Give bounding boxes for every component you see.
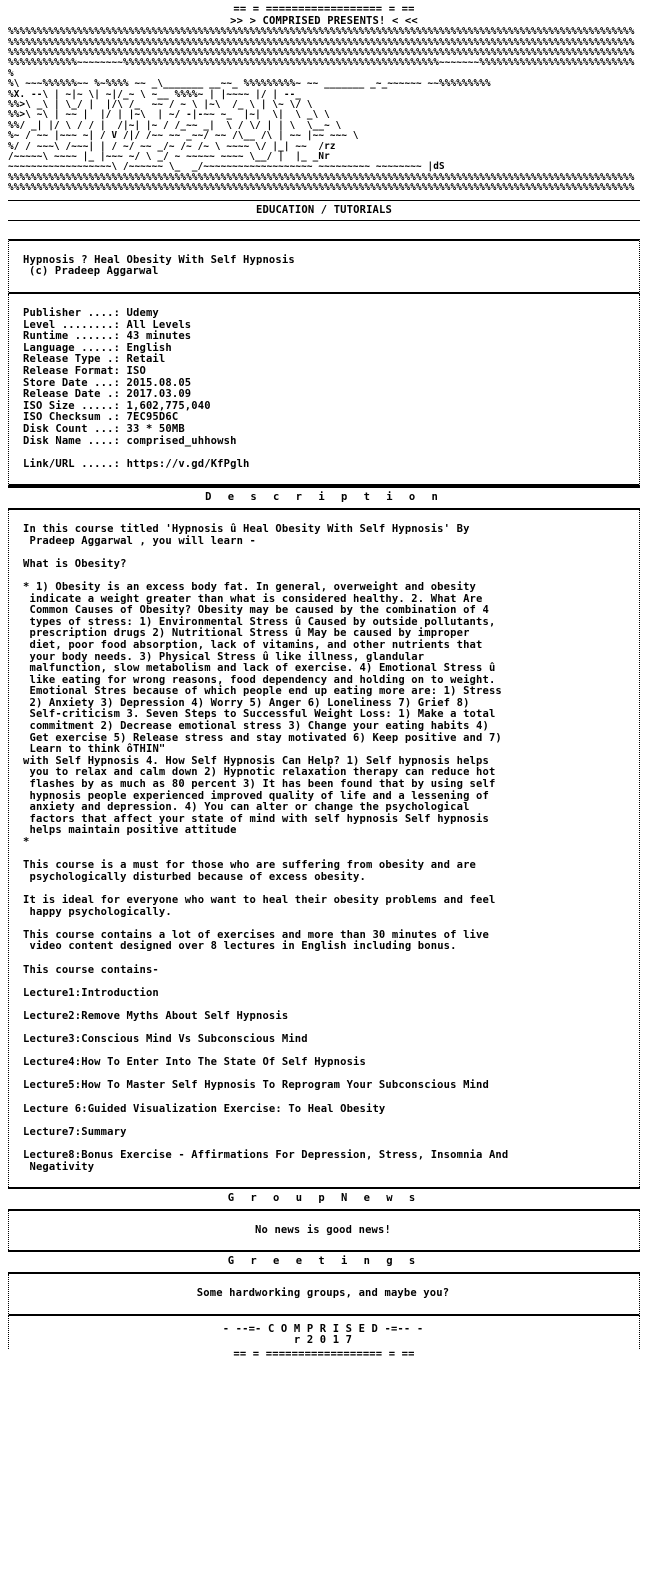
description-question: What is Obesity? [23,557,127,570]
lecture-item: Lecture 6:Guided Visualization Exercise: To Heal Obesity [23,1102,386,1115]
lecture-item: Lecture8:Bonus Exercise - Affirmations For Depression, Stress, Insomnia And Negativity [23,1149,509,1173]
lecture-list [23,976,623,1173]
lecture-item: Lecture7:Summary [23,1125,127,1138]
info-key: Store Date ...: [23,376,121,389]
lecture-item: Lecture1:Introduction [23,986,159,999]
footer-line2: r 2 0 1 7 [293,1334,353,1347]
info-box [8,294,640,486]
info-value: 43 minutes [120,330,192,343]
greetings-text: Some hardworking groups, and maybe you? [196,1287,450,1299]
top-banner: == = ================== = == [233,3,415,15]
link-value[interactable]: https://v.gd/KfPglh [126,457,250,470]
info-value: comprised_uhhowsh [120,434,237,447]
description-contains: This course contains- [23,963,159,976]
footer-line1: - --=- C O M P R I S E D -=-- - [222,1322,424,1335]
group-news-text: No news is good news! [255,1223,391,1236]
info-value: 7EC95D6C [120,411,179,424]
info-key: ISO Size .....: [23,399,121,412]
description-p1: This course is a must for those who are suffering from obesity and are psychologically disturbed because of excess obesity. [23,859,477,883]
description-header: D e s c r i p t i o n [8,486,640,510]
release-author: (c) Pradeep Aggarwal [29,265,159,278]
description-box [8,510,640,1187]
description-body: * 1) Obesity is an excess body fat. In general, overweight and obesity indicate a weight greater than what is considered healthy. 2. What Are Common Causes of Obesity? Obesity may be caused by the combination of 4 types of stress: 1) Environmental Stress û Caused by outside pollutants, prescription drugs 2) Nutritional Stress û May be caused by improper diet, poor food absorption, lack of vitamins, and other nutrients that your body needs. 3) Physical Stress û like illness, glandular malfunction, slow metabolism and lack of exercise. 4) Emotional Stress û like eating for wrong reasons, food dependency and holding on to weight. Emotional Stres because of which people end up eating more are: 1) Stress 2) Anxiety 3) Depression 4) Worry 5) Anger 6) Loneliness 7) Grief 8) Self-criticism 3. Seven Steps to Successful Weight Loss: 1) Make a total commitment 2) Decrease emotional stress 3) Change your eating habits 4) Get exercise 5) Release stress and stay motivated 6) Keep positive and 7) Learn to think ôTHIN" with Self Hypnosis 4. How Self Hypnosis Can Help? 1) Self hypnosis helps you to relax and calm down 2) Hypnotic relaxation therapy can reduce hot flashes by as much as 80 percent 3) It has been found that by using self hypnosis people experienced improved quality of life and a lessening of anxiety and depression. 4) You can alter or change the psychological factors that affect your state of mind with self hypnosis Self hypnosis helps maintain positive attitude * [23,580,502,848]
bottom-banner: == = ================== = == [233,1347,415,1360]
info-value: English [120,341,172,354]
info-row [23,436,623,448]
info-key: Release Format: [23,365,121,378]
group-news-box [8,1211,640,1251]
lecture-item: Lecture4:How To Enter Into The State Of Self Hypnosis [23,1056,366,1069]
description-intro: In this course titled 'Hypnosis û Heal Obesity With Self Hypnosis' By Pradeep Aggarwal , you will learn - [23,522,470,547]
ascii-logo-art: %%%%%%%%%%%%%%%%%%%%%%%%%%%%%%%%%%%%%%%%%%%%%%%%%%%%%%%%%%%%%%%%%%%%%%%%%%%%%%%%%%%%%%%%%%%%%%%%%%%%%%%%%%%%% %%%%%%%%%%%%%%%%%%%%%%%%%%%%%%%%%%%%%%%%%%%%%%%%%%%%%%%%%%%%%%%%%%%%%%%%%%%%%%%%%%%%%%%%%%%%%%%%%%%%%%%%%%%%% %%%%%%%%%%%%%%%%%%%%%%%%%%%%%%%%%%%%%%%%%%%%%%%%%%%%%%%%%%%%%%%%%%%%%%%%%%%%%%%%%%%%%%%%%%%%%%%%%%%%%%%%%%%%% %%%%%%%%%%%%~~~~~~~~%%%%%%%%%%%%%%%%%%%%%%%%%%%%%%%%%%%%%%%%%%%%%%%%%%%%%%%~~~~~~~%%%%%%%%%%%%%%%%%%%%%%%%%%%% %\ ~~~%%%%%%~~ %~%%%% ~~ _\_______ __~~_ %%%%%%%%%~ ~~ _______ _~_~~~~~~ ~~%%%%%%%%% %X. --\ | ~|~ \| ~|/_~ \ ~__ %%%%~ | |~~~~ |/ | --_ %%>\ _\ | \_/ | |/\ /_ ~~ / ~ \ |~\ /_ \ | \~ \/ \ %%>\ ~\ | ~~ | |/ | |~\ | ~/ -|-~~ ~_ |~| \| \ _\ \ %%/ _| |/ \ / / | /|~| |~ / /_~~ _| \ / \/ | | \ \__~ \ %~ / ~~ |~~~ ~| / V /|/ /~~ ~~ _~~/ ~~ /\__ /\ | ~~ |~~ ~~~ \ %/ / ~~~\ /~~~| | / ~/ ~~ _/~ /~ /~ \ ~~~~ \/ |_| ~~ /rz /~~~~~\ ~~~~ |_ |~~~ ~/ \ _/ ~ ~~~~~ ~~~~ \__/ | |_ _Nr ~~~~~~~~~~~~~~~~~~\ /~~~~~~ \_ _/~~~~~~~~~~~~~~~~~~~ ~~~~~~~~~ ~~~~~~~~ |dS %%%%%%%%%%%%%%%%%%%%%%%%%%%%%%%%%%%%%%%%%%%%%%%%%%%%%%%%%%%%%%%%%%%%%%%%%%%%%%%%%%%%%%%%%%%%%%%%%%%%%%%%%%%%% %%%%%%%%%%%%%%%%%%%%%%%%%%%%%%%%%%%%%%%%%%%%%%%%%%%%%%%%%%%%%%%%%%%%%%%%%%%%%%%%%%%%%%%%%%%%%%%%%%%%%%%%%%%%% [8,27,635,194]
lecture-item: Lecture2:Remove Myths About Self Hypnosis [23,1009,289,1022]
info-list [23,308,623,447]
info-key: ISO Checksum .: [23,411,121,424]
info-value: 33 * 50MB [120,423,185,435]
release-title: Hypnosis ? Heal Obesity With Self Hypnosis [23,253,295,266]
info-key: Release Date .: [23,388,121,401]
presents-line: >> > COMPRISED PRESENTS! < << [230,14,418,27]
category-label: EDUCATION / TUTORIALS [8,200,640,222]
info-value: ISO [120,365,146,378]
info-value: 2015.08.05 [120,376,192,389]
group-news-header: G r o u p N e w s [8,1187,640,1211]
link-row [23,459,623,471]
info-key: Disk Name ....: [23,434,121,447]
info-key: Publisher ....: [23,307,121,320]
footer-box [8,1316,640,1349]
ascii-logo [8,27,640,194]
info-value: Udemy [120,307,159,320]
lecture-item: Lecture5:How To Master Self Hypnosis To Reprogram Your Subconscious Mind [23,1079,489,1092]
greetings-box [8,1274,640,1316]
description-p2: It is ideal for everyone who want to heal their obesity problems and feel happy psychologically. [23,893,496,918]
title-box [8,239,640,294]
info-value: 1,602,775,040 [120,399,211,412]
info-value: 2017.03.09 [120,388,192,401]
link-key: Link/URL .....: [23,457,121,470]
info-key: Runtime ......: [23,330,121,343]
info-key: Release Type .: [23,353,121,366]
info-key: Disk Count ...: [23,423,121,435]
info-key: Level ........: [23,318,121,331]
lecture-item: Lecture3:Conscious Mind Vs Subconscious Mind [23,1033,308,1046]
info-key: Language .....: [23,341,121,354]
info-value: Retail [120,353,166,366]
info-value: All Levels [120,318,192,331]
greetings-header: G r e e t i n g s [8,1250,640,1274]
description-p3: This course contains a lot of exercises and more than 30 minutes of live video content designed over 8 lectures in English including bonus. [23,928,489,953]
